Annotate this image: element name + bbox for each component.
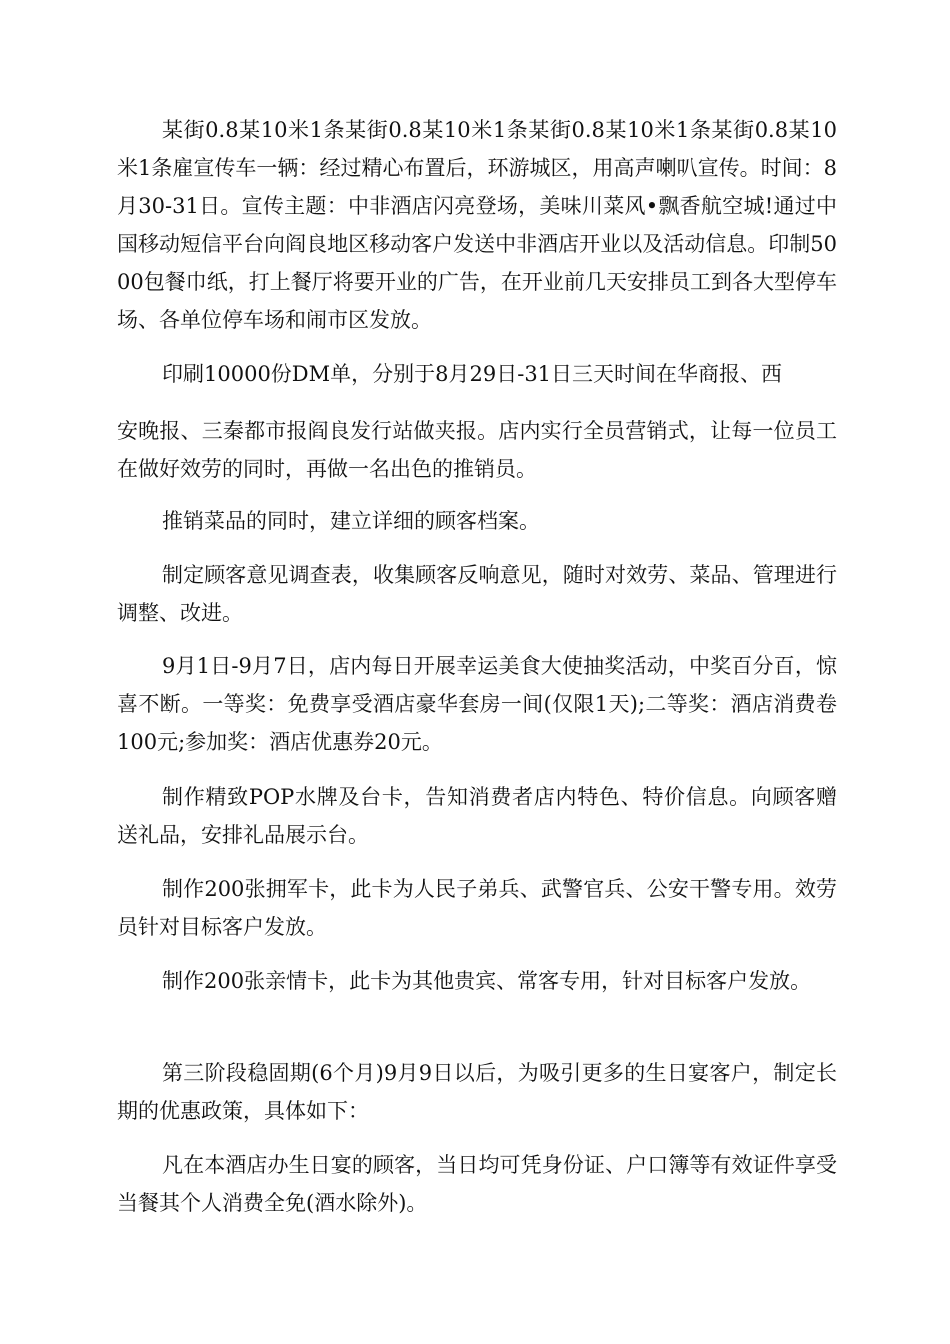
paragraph-customer-records: 推销菜品的同时，建立详细的顾客档案。 (162, 509, 540, 533)
paragraph-pop-signage: 制作精致POP水牌及台卡，告知消费者店内特色、特价信息。向顾客赠送礼品，安排礼品展示台。 (117, 785, 837, 847)
paragraph-promotion-campaign: 某街0.8某10米1条某街0.8某10米1条某街0.8某10米1条某街0.8某10米1条雇宣传车一辆：经过精心布置后，环游城区，用高声喇叭宣传。时间：8月30-31日。宣传主题：中非酒店闪亮登场，美味川菜风•飘香航空城!通过中国移动短信平台向阎良地区移动客户发送中非酒店开业以及活动信息。印制5000包餐巾纸，打上餐厅将要开业的广告，在开业前几天安排员工到各大型停车场、各单位停车场和闹市区发放。 (117, 118, 837, 332)
paragraph-insert-distribution: 安晚报、三秦都市报阎良发行站做夹报。店内实行全员营销式，让每一位员工在做好效劳的同时，再做一名出色的推销员。 (117, 419, 837, 481)
paragraph-birthday-offer: 凡在本酒店办生日宴的顾客，当日均可凭身份证、户口簿等有效证件享受当餐其个人消费全免(酒水除外)。 (117, 1153, 837, 1215)
paragraph-dm-flyers: 印刷10000份DM单，分别于8月29日-31日三天时间在华商报、西 (162, 362, 783, 386)
paragraph-feedback-survey: 制定顾客意见调查表，收集顾客反响意见，随时对效劳、菜品、管理进行调整、改进。 (117, 563, 837, 625)
paragraph-lucky-draw: 9月1日-9月7日，店内每日开展幸运美食大使抽奖活动，中奖百分百，惊喜不断。一等奖：免费享受酒店豪华套房一间(仅限1天);二等奖：酒店消费卷100元;参加奖：酒店优惠券20元。 (117, 654, 837, 754)
paragraph-stabilization-phase: 第三阶段稳固期(6个月)9月9日以后，为吸引更多的生日宴客户，制定长期的优惠政策，具体如下： (117, 1061, 837, 1123)
paragraph-military-card: 制作200张拥军卡，此卡为人民子弟兵、武警官兵、公安干警专用。效劳员针对目标客户发放。 (117, 877, 837, 939)
paragraph-family-card: 制作200张亲情卡，此卡为其他贵宾、常客专用，针对目标客户发放。 (162, 969, 812, 993)
